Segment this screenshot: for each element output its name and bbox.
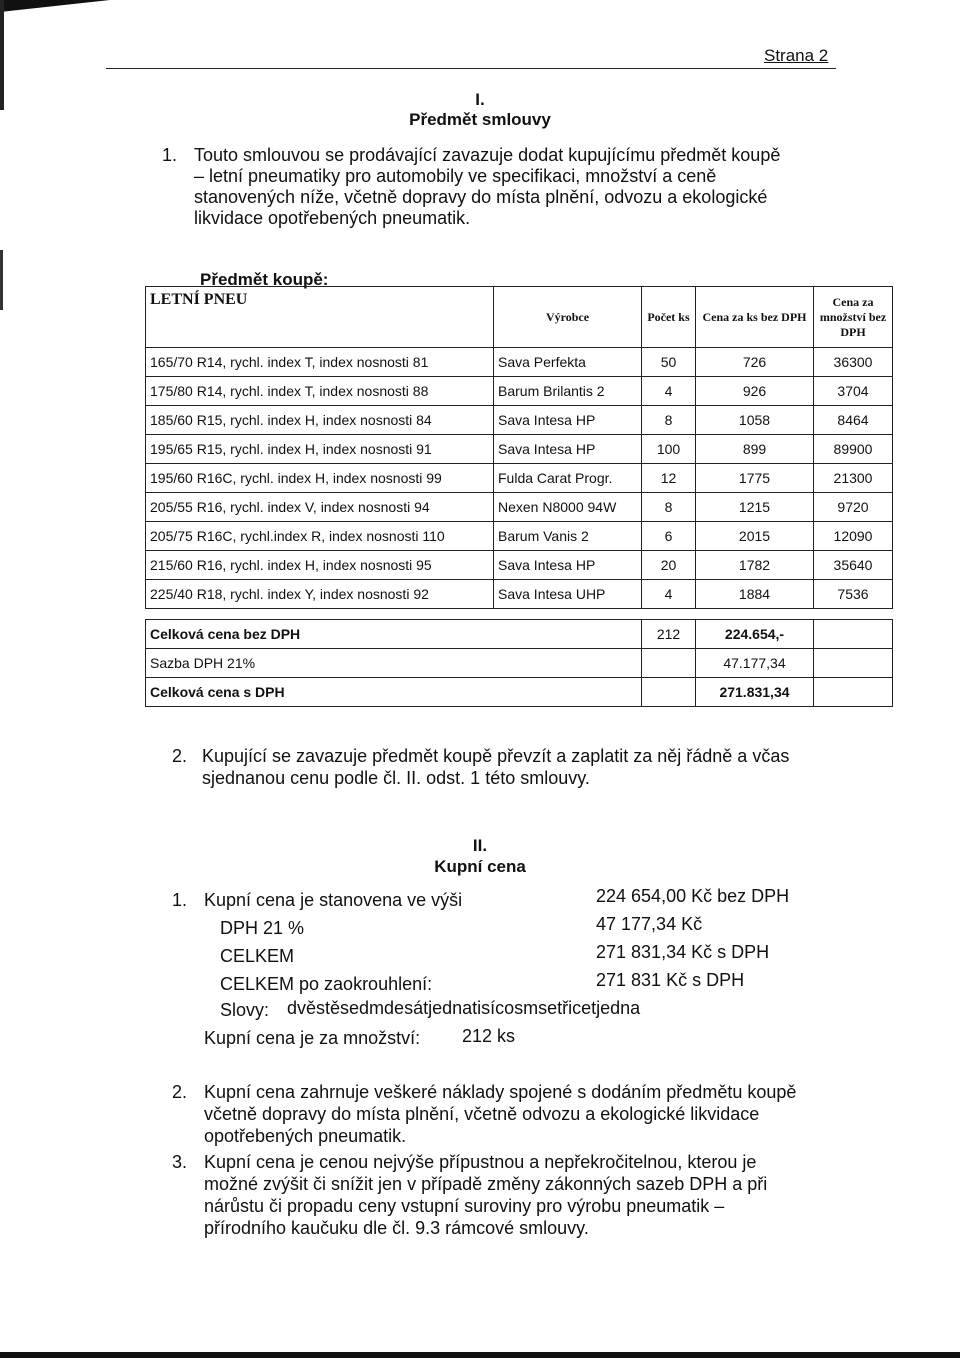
cell-count: 8 bbox=[642, 493, 696, 522]
paragraph-line: Kupní cena je cenou nejvýše přípustnou a nepřekročitelnou, kterou je bbox=[204, 1152, 757, 1172]
paragraph-number: 1. bbox=[172, 890, 188, 910]
words-label: Slovy: bbox=[220, 1000, 270, 1020]
cell-spec: 205/75 R16C, rychl.index R, index nosnosti 110 bbox=[146, 522, 494, 551]
cell-unit-price: 1884 bbox=[696, 580, 814, 609]
cell-maker: Sava Intesa HP bbox=[494, 406, 642, 435]
header-maker: Výrobce bbox=[494, 287, 642, 348]
header-count: Počet ks bbox=[642, 287, 696, 348]
table-row bbox=[146, 580, 893, 609]
cell-count: 4 bbox=[642, 377, 696, 406]
section-2-title: Kupní cena bbox=[434, 857, 526, 876]
price-label: Kupní cena je stanovena ve výši bbox=[204, 890, 463, 910]
table-row bbox=[146, 551, 893, 580]
summary-vat-value: 47.177,34 bbox=[696, 649, 814, 678]
cell-maker: Nexen N8000 94W bbox=[494, 493, 642, 522]
paragraph-line: Kupující se zavazuje předmět koupě převzít a zaplatit za něj řádně a včas bbox=[202, 746, 790, 766]
summary-total-value: 224.654,- bbox=[696, 620, 814, 649]
cell-count: 20 bbox=[642, 551, 696, 580]
paragraph-number: 1. bbox=[162, 145, 178, 165]
summary-row-vat bbox=[146, 649, 893, 678]
section-2-paragraph-3 bbox=[172, 1152, 892, 1240]
table-row bbox=[146, 348, 893, 377]
price-value: 271 831 Kč s DPH bbox=[596, 970, 745, 990]
paragraph-line: přírodního kaučuku dle čl. 9.3 rámcové smlouvy. bbox=[204, 1218, 589, 1238]
section-2-number: II. bbox=[472, 836, 488, 855]
cell-spec: 175/80 R14, rychl. index T, index nosnosti 88 bbox=[146, 377, 494, 406]
paragraph-line: včetně dopravy do místa plnění, včetně odvozu a ekologické likvidace bbox=[204, 1104, 760, 1124]
paragraph-number: 3. bbox=[172, 1152, 188, 1172]
paragraph-line: opotřebených pneumatik. bbox=[204, 1126, 407, 1146]
paragraph-line: Kupní cena zahrnuje veškeré náklady spojené s dodáním předmětu koupě bbox=[204, 1082, 797, 1102]
summary-total-count: 212 bbox=[642, 620, 696, 649]
header-unit-price: Cena za ks bez DPH bbox=[696, 287, 814, 348]
cell-count: 4 bbox=[642, 580, 696, 609]
paragraph-number: 2. bbox=[172, 1082, 188, 1102]
cell-count: 12 bbox=[642, 464, 696, 493]
tire-table bbox=[145, 286, 893, 707]
cell-unit-price: 926 bbox=[696, 377, 814, 406]
scan-edge-left-mid bbox=[0, 250, 3, 310]
price-value: 271 831,34 Kč s DPH bbox=[596, 942, 770, 962]
summary-vat-label: Sazba DPH 21% bbox=[146, 649, 642, 678]
summary-grand-label: Celková cena s DPH bbox=[146, 678, 642, 707]
cell-total-price: 9720 bbox=[814, 493, 893, 522]
cell-total-price: 21300 bbox=[814, 464, 893, 493]
cell-maker: Barum Vanis 2 bbox=[494, 522, 642, 551]
header-rule bbox=[106, 68, 836, 69]
table-row bbox=[146, 464, 893, 493]
section-1-number: I. bbox=[475, 90, 485, 109]
section-2-paragraph-1 bbox=[172, 886, 892, 1050]
quantity-label: Kupní cena je za množství: bbox=[204, 1028, 421, 1048]
cell-spec: 195/65 R15, rychl. index H, index nosnosti 91 bbox=[146, 435, 494, 464]
price-value: 47 177,34 Kč bbox=[596, 914, 703, 934]
cell-count: 6 bbox=[642, 522, 696, 551]
section-1-title: Předmět smlouvy bbox=[409, 110, 551, 129]
table-row bbox=[146, 406, 893, 435]
price-value: 224 654,00 Kč bez DPH bbox=[596, 886, 790, 906]
cell-unit-price: 2015 bbox=[696, 522, 814, 551]
table-row bbox=[146, 493, 893, 522]
cell-maker: Sava Perfekta bbox=[494, 348, 642, 377]
cell-total-price: 36300 bbox=[814, 348, 893, 377]
words-value: dvěstěsedmdesátjednatisícosmsetřicetjedna bbox=[287, 998, 641, 1018]
cell-maker: Sava Intesa HP bbox=[494, 551, 642, 580]
cell-total-price: 3704 bbox=[814, 377, 893, 406]
cell-total-price: 35640 bbox=[814, 551, 893, 580]
cell-total-price: 7536 bbox=[814, 580, 893, 609]
price-label: DPH 21 % bbox=[220, 918, 305, 938]
scan-edge-corner bbox=[0, 0, 110, 12]
scan-edge-bottom bbox=[0, 1352, 960, 1358]
cell-maker: Barum Brilantis 2 bbox=[494, 377, 642, 406]
paragraph-line: možné zvýšit či snížit jen v případě změny zákonných sazeb DPH a při bbox=[204, 1174, 768, 1194]
cell-spec: 185/60 R15, rychl. index H, index nosnosti 84 bbox=[146, 406, 494, 435]
summary-row-grand bbox=[146, 678, 893, 707]
summary-grand-value: 271.831,34 bbox=[696, 678, 814, 707]
cell-count: 50 bbox=[642, 348, 696, 377]
section-2-paragraph-2 bbox=[172, 1082, 892, 1148]
paragraph-line: – letní pneumatiky pro automobily ve specifikaci, množství a ceně bbox=[194, 166, 717, 186]
table-row bbox=[146, 377, 893, 406]
price-label: CELKEM po zaokrouhlení: bbox=[220, 974, 433, 994]
cell-spec: 205/55 R16, rychl. index V, index nosnosti 94 bbox=[146, 493, 494, 522]
cell-total-price: 12090 bbox=[814, 522, 893, 551]
subject-title: Předmět koupě: bbox=[200, 270, 329, 289]
cell-unit-price: 1775 bbox=[696, 464, 814, 493]
cell-unit-price: 1215 bbox=[696, 493, 814, 522]
paragraph-line: nárůstu či propadu ceny vstupní suroviny pro výrobu pneumatik – bbox=[204, 1196, 725, 1216]
cell-unit-price: 1782 bbox=[696, 551, 814, 580]
summary-row-total bbox=[146, 620, 893, 649]
header-group: LETNÍ PNEU bbox=[146, 287, 494, 348]
cell-unit-price: 899 bbox=[696, 435, 814, 464]
price-label: CELKEM bbox=[220, 946, 295, 966]
header-total-price: Cena za množství bez DPH bbox=[814, 287, 893, 348]
table-row bbox=[146, 435, 893, 464]
cell-maker: Sava Intesa UHP bbox=[494, 580, 642, 609]
cell-maker: Sava Intesa HP bbox=[494, 435, 642, 464]
section-1-paragraph-2 bbox=[172, 746, 892, 790]
table-row bbox=[146, 522, 893, 551]
quantity-value: 212 ks bbox=[462, 1026, 516, 1046]
section-1-paragraph-1 bbox=[162, 145, 882, 235]
cell-total-price: 89900 bbox=[814, 435, 893, 464]
paragraph-line: sjednanou cenu podle čl. II. odst. 1 této smlouvy. bbox=[202, 768, 590, 788]
cell-count: 100 bbox=[642, 435, 696, 464]
paragraph-line: Touto smlouvou se prodávající zavazuje dodat kupujícímu předmět koupě bbox=[194, 145, 781, 165]
cell-spec: 225/40 R18, rychl. index Y, index nosnosti 92 bbox=[146, 580, 494, 609]
table-header-row bbox=[146, 287, 893, 348]
cell-spec: 165/70 R14, rychl. index T, index nosnosti 81 bbox=[146, 348, 494, 377]
paragraph-line: stanovených níže, včetně dopravy do místa plnění, odvozu a ekologické bbox=[194, 187, 768, 207]
summary-total-label: Celková cena bez DPH bbox=[146, 620, 642, 649]
page-number: Strana 2 bbox=[764, 46, 829, 65]
cell-count: 8 bbox=[642, 406, 696, 435]
cell-total-price: 8464 bbox=[814, 406, 893, 435]
table-spacer bbox=[146, 609, 893, 620]
paragraph-line: likvidace opotřebených pneumatik. bbox=[194, 208, 471, 228]
cell-spec: 215/60 R16, rychl. index H, index nosnosti 95 bbox=[146, 551, 494, 580]
cell-spec: 195/60 R16C, rychl. index H, index nosnosti 99 bbox=[146, 464, 494, 493]
cell-unit-price: 1058 bbox=[696, 406, 814, 435]
cell-maker: Fulda Carat Progr. bbox=[494, 464, 642, 493]
cell-unit-price: 726 bbox=[696, 348, 814, 377]
paragraph-number: 2. bbox=[172, 746, 188, 766]
